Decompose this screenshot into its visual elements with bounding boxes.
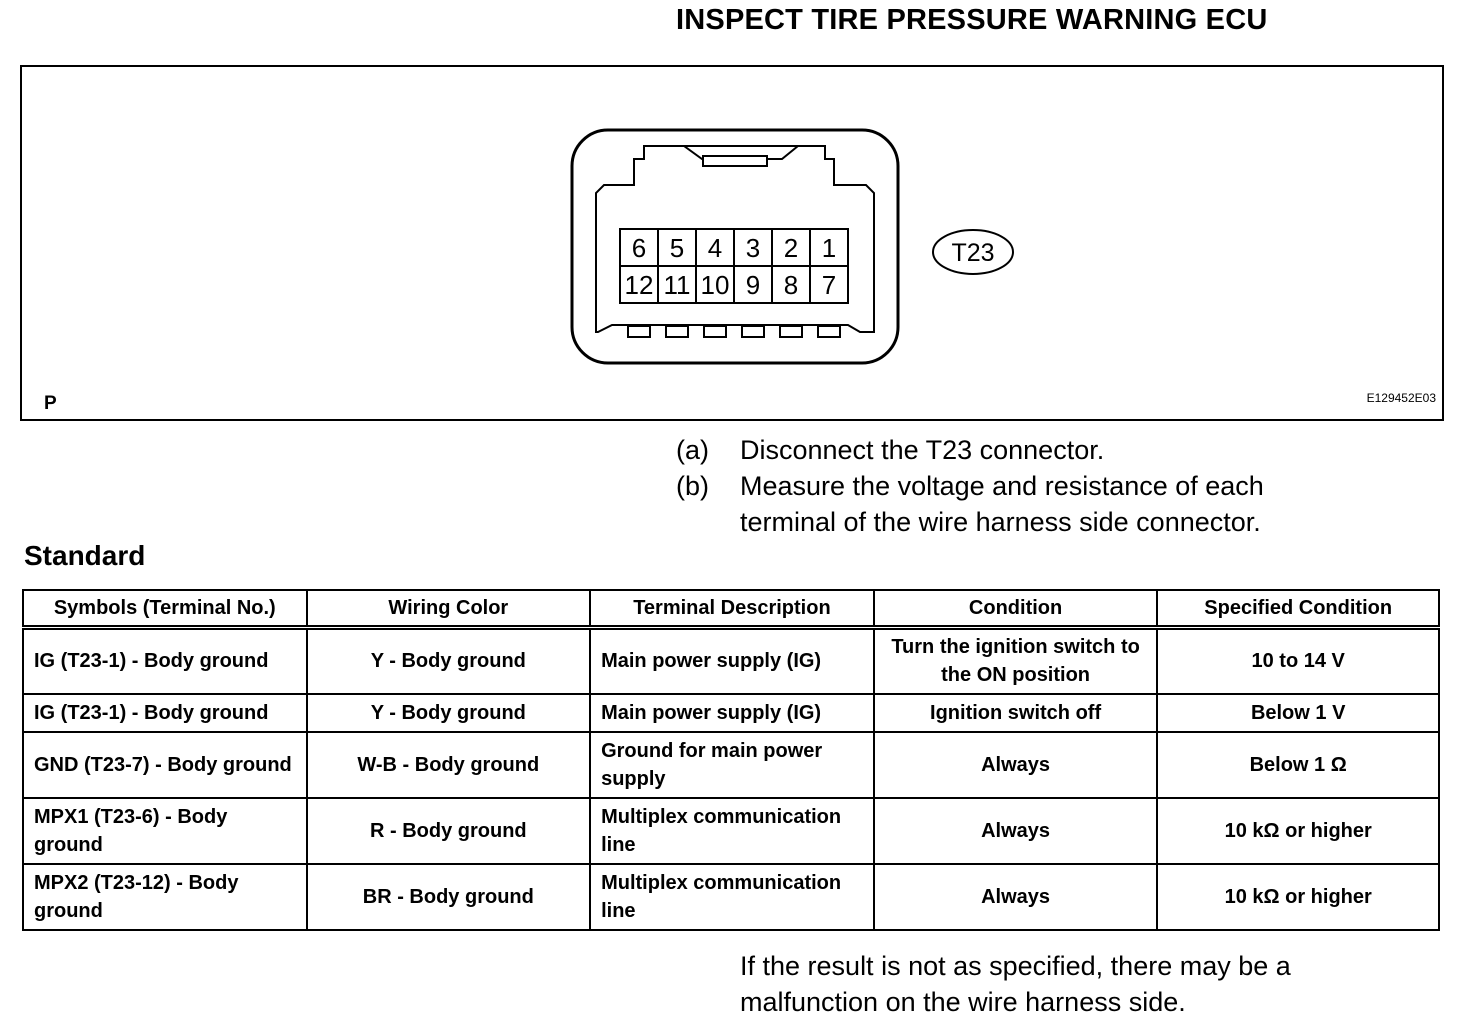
result-note	[740, 948, 1291, 1020]
pin-number: 3	[745, 233, 761, 263]
cell-condition: Always	[874, 864, 1158, 930]
connector-figure	[20, 65, 1444, 421]
pin-number: 6	[631, 233, 647, 263]
cell-condition: Always	[874, 732, 1158, 798]
pin-number: 5	[669, 233, 685, 263]
latch-tab	[703, 156, 767, 166]
cell-wiring-color: R - Body ground	[307, 798, 591, 864]
cell-condition: Turn the ignition switch to the ON position	[874, 628, 1158, 694]
pin-number: 10	[700, 270, 730, 300]
pin-number: 12	[624, 270, 654, 300]
cell-condition: Always	[874, 798, 1158, 864]
table-row	[23, 864, 1439, 930]
cell-symbol: MPX2 (T23-12) - Body ground	[23, 864, 307, 930]
page-title: INSPECT TIRE PRESSURE WARNING ECU	[676, 4, 1268, 36]
cell-description: Main power supply (IG)	[590, 628, 874, 694]
step-label: (b)	[676, 471, 709, 501]
column-header: Specified Condition	[1157, 590, 1439, 628]
note-line: malfunction on the wire harness side.	[740, 987, 1186, 1017]
connector-key	[628, 326, 650, 337]
step-b	[676, 468, 1264, 540]
pin-number: 1	[821, 233, 837, 263]
connector-diagram	[22, 67, 1442, 419]
pin-number: 8	[783, 270, 799, 300]
table-row	[23, 732, 1439, 798]
connector-label: T23	[951, 239, 995, 267]
column-header: Terminal Description	[590, 590, 874, 628]
connector-key	[818, 326, 840, 337]
cell-symbol: IG (T23-1) - Body ground	[23, 694, 307, 732]
cell-specified: 10 kΩ or higher	[1157, 798, 1439, 864]
cell-wiring-color: Y - Body ground	[307, 694, 591, 732]
cell-condition: Ignition switch off	[874, 694, 1158, 732]
cell-specified: 10 to 14 V	[1157, 628, 1439, 694]
figure-corner-letter: P	[44, 393, 57, 414]
cell-symbol: IG (T23-1) - Body ground	[23, 628, 307, 694]
connector-key	[780, 326, 802, 337]
cell-description: Main power supply (IG)	[590, 694, 874, 732]
table-row	[23, 798, 1439, 864]
cell-wiring-color: Y - Body ground	[307, 628, 591, 694]
cell-specified: 10 kΩ or higher	[1157, 864, 1439, 930]
pin-number: 2	[783, 233, 799, 263]
procedure-steps	[676, 432, 1264, 540]
pin-number: 9	[745, 270, 761, 300]
cell-specified: Below 1 V	[1157, 694, 1439, 732]
pin-number: 11	[663, 270, 691, 300]
step-text: Disconnect the T23 connector.	[740, 435, 1105, 465]
table-row	[23, 694, 1439, 732]
step-text: Measure the voltage and resistance of each	[740, 471, 1264, 501]
step-text-continued: terminal of the wire harness side connector.	[740, 507, 1261, 537]
cell-description: Ground for main power supply	[590, 732, 874, 798]
connector-key	[704, 326, 726, 337]
connector-key	[666, 326, 688, 337]
column-header: Condition	[874, 590, 1158, 628]
pin-number: 7	[821, 270, 837, 300]
cell-wiring-color: BR - Body ground	[307, 864, 591, 930]
cell-symbol: GND (T23-7) - Body ground	[23, 732, 307, 798]
cell-description: Multiplex communication line	[590, 798, 874, 864]
note-line: If the result is not as specified, there may be a	[740, 951, 1291, 981]
connector-key	[742, 326, 764, 337]
table-row	[23, 628, 1439, 694]
cell-specified: Below 1 Ω	[1157, 732, 1439, 798]
pin-number: 4	[707, 233, 723, 263]
connector-keys	[628, 326, 840, 337]
pin-grid	[620, 229, 848, 303]
standard-heading: Standard	[24, 540, 146, 571]
cell-symbol: MPX1 (T23-6) - Body ground	[23, 798, 307, 864]
figure-code: E129452E03	[1366, 391, 1436, 405]
cell-description: Multiplex communication line	[590, 864, 874, 930]
table-header-row	[23, 590, 1439, 628]
cell-wiring-color: W-B - Body ground	[307, 732, 591, 798]
column-header: Symbols (Terminal No.)	[23, 590, 307, 628]
step-a	[676, 432, 1264, 468]
specification-table	[22, 589, 1440, 931]
step-label: (a)	[676, 435, 709, 465]
column-header: Wiring Color	[307, 590, 591, 628]
